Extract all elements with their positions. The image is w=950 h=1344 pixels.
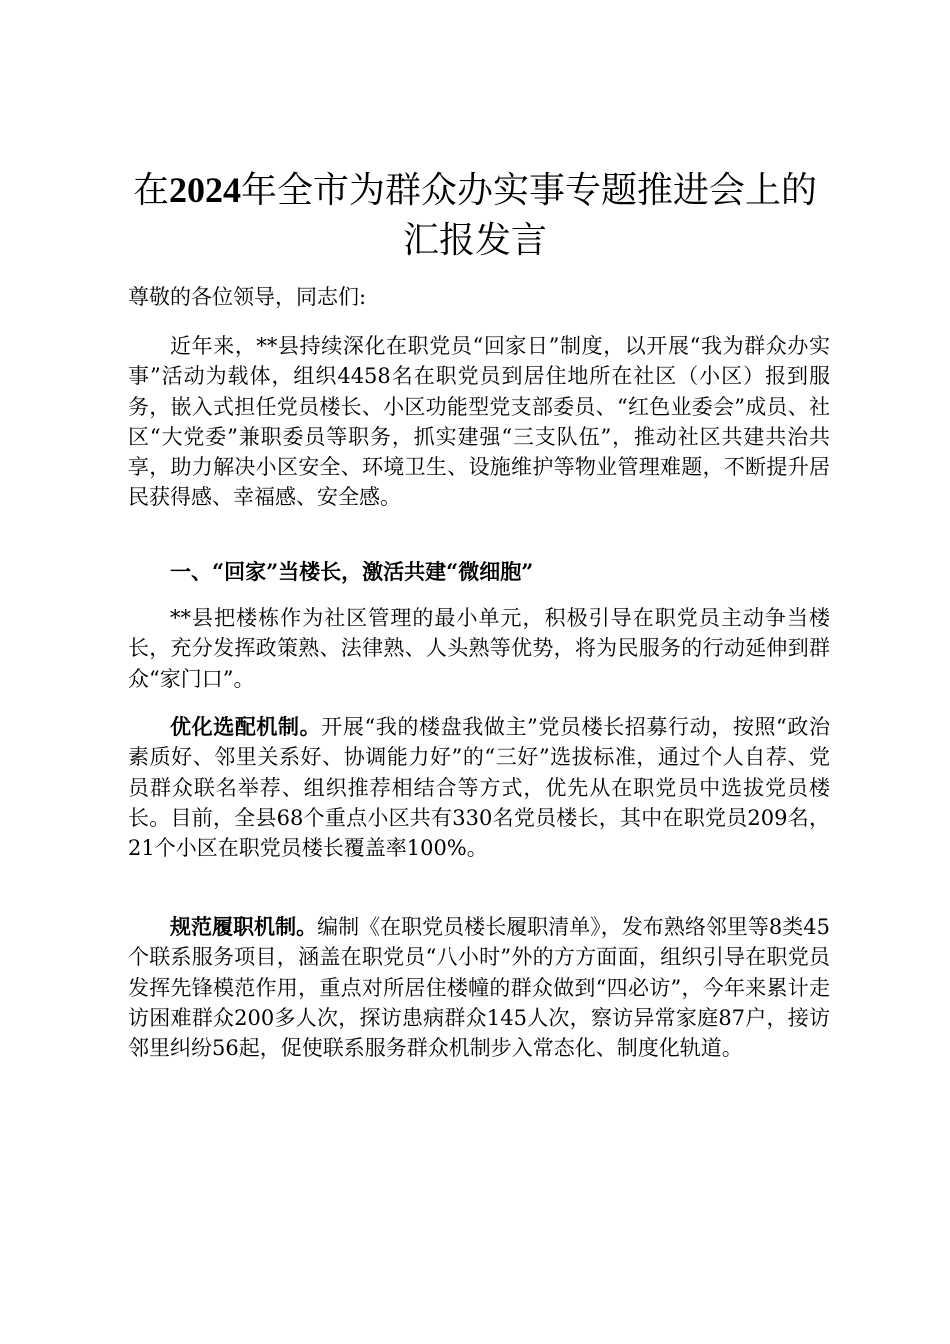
selection-mechanism-paragraph [128,712,830,863]
section-heading-1: 一、“回家”当楼长，激活共建“微细胞” [170,559,534,584]
greeting: 尊敬的各位领导，同志们: [128,285,367,309]
section1-paragraph: **县把楼栋作为社区管理的最小单元，积极引导在职党员主动争当楼长，充分发挥政策熟、法律熟、人头熟等优势，将为民服务的行动延伸到群众“家门口”。 [128,606,830,691]
title-year: 2024 [169,170,241,210]
duty-mechanism-paragraph [128,912,830,1063]
document-title [120,165,830,266]
intro-paragraph: 近年来，**县持续深化在职党员“回家日”制度，以开展“我为群众办实事”活动为载体，组织4458名在职党员到居住地所在社区（小区）报到服务，嵌入式担任党员楼长、小区功能型党支部委员、“红色业委会”成员、社区“大党委”兼职委员等职务，抓实建强“三支队伍”，推动社区共建共治共享，助力解决小区安全、环境卫生、设施维护等物业管理难题，不断提升居民获得感、幸福感、安全感。 [128,334,830,510]
title-part2: 年全市为群众办实事专题推进会上的 [241,170,818,211]
paragraph-lead: 优化选配机制。 [170,714,322,739]
paragraph-body: 编制《在职党员楼长履职清单》，发布熟络邻里等8类45个联系服务项目，涵盖在职党员“八小时”外的方方面面，组织引导在职党员发挥先锋模范作用，重点对所居住楼幢的群众做到“四必访”，今年来累计走访困难群众200多人次，探访患病群众145人次，察访异常家庭87户，接访邻里纠纷56起，促使联系服务群众机制步入常态化、制度化轨道。 [128,915,830,1061]
title-line2: 汇报发言 [402,220,547,261]
paragraph-lead: 规范履职机制。 [170,914,318,939]
paragraph-body: 开展“我的楼盘我做主”党员楼长招募行动，按照“政治素质好、邻里关系好、协调能力好”的“三好”选拔标准，通过个人自荐、党员群众联名举荐、组织推荐相结合等方式，优先从在职党员中选拔党员楼长。目前，全县68个重点小区共有330名党员楼长，其中在职党员209名，21个小区在职党员楼长覆盖率100%。 [128,715,830,861]
title-part1: 在 [132,170,169,211]
